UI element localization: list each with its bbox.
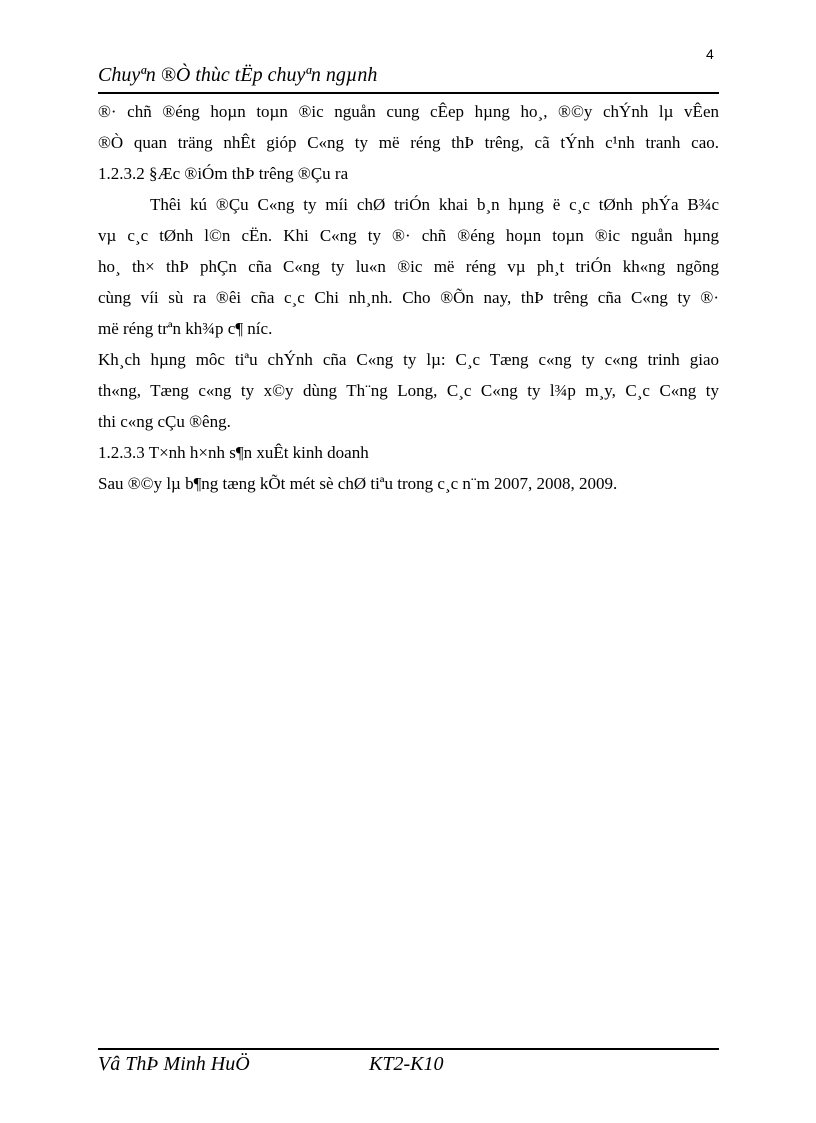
- body-line: cùng víi sù ra ®êi cña c¸c Chi nh¸nh. Cho ®Õn nay, thÞ trêng cña C«ng ty ®·: [98, 288, 719, 307]
- header-rule: [98, 92, 719, 94]
- body-line: Sau ®©y lµ b¶ng tæng kÕt mét sè chØ tiªu trong c¸c n¨m 2007, 2008, 2009.: [98, 474, 618, 493]
- page-number: 4: [706, 46, 714, 62]
- body-line: ®Ò quan träng nhÊt gióp C«ng ty më réng thÞ trêng, cã tÝnh c¹nh tranh cao.: [98, 133, 719, 152]
- footer-author: Vâ ThÞ Minh HuÖ: [98, 1053, 250, 1075]
- body-line: ho¸ th× thÞ phÇn cña C«ng ty lu«n ®ic më réng vµ ph¸t triÓn kh«ng ngõng: [98, 257, 719, 276]
- body-line: Thêi kú ®Çu C«ng ty míi chØ triÓn khai b¸n hµng ë c¸c tØnh phÝa B¾c: [150, 195, 719, 214]
- body-line: Kh¸ch hµng môc tiªu chÝnh cña C«ng ty lµ: C¸c Tæng c«ng ty c«ng trinh giao: [98, 350, 719, 369]
- body-line: më réng trªn kh¾p c¶ níc.: [98, 319, 273, 338]
- section-heading: 1.2.3.3 T×nh h×nh s¶n xuÊt kinh doanh: [98, 443, 369, 462]
- body-line: thi c«ng cÇu ®êng.: [98, 412, 231, 431]
- body-text: [98, 96, 719, 499]
- footer-rule: [98, 1048, 719, 1050]
- running-header-title: Chuyªn ®Ò thùc tËp chuyªn ngµnh: [98, 64, 378, 86]
- body-line: th«ng, Tæng c«ng ty x©y dùng Th¨ng Long, C¸c C«ng ty l¾p m¸y, C¸c C«ng ty: [98, 381, 719, 400]
- body-line: vµ c¸c tØnh l©n cËn. Khi C«ng ty ®· chñ ®éng hoµn toµn ®ic nguån hµng: [98, 226, 719, 245]
- footer-class-code: KT2-K10: [369, 1053, 444, 1075]
- body-line: ®· chñ ®éng hoµn toµn ®ic nguån cung cÊep hµng ho¸, ®©y chÝnh lµ vÊen: [98, 102, 719, 121]
- section-heading: 1.2.3.2 §Æc ®iÓm thÞ trêng ®Çu ra: [98, 164, 349, 183]
